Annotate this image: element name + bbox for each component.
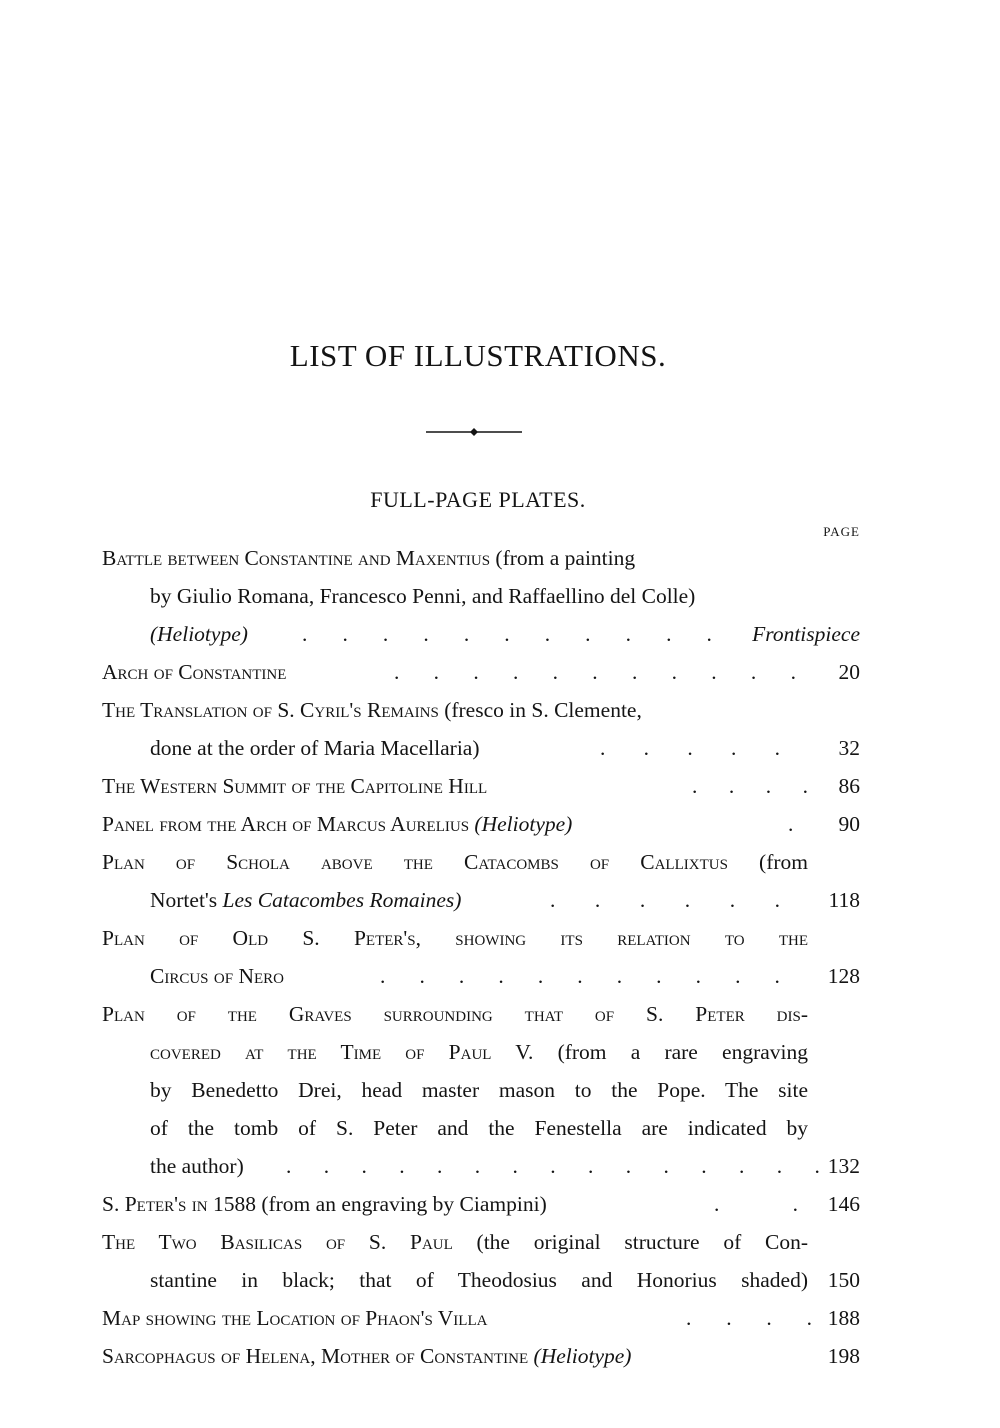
list-item [102,923,860,961]
list-item-continuation [150,733,860,771]
plate-note: (from [759,850,808,874]
divider-ornament-icon [424,424,524,440]
plate-note: (Heliotype) [474,812,573,836]
list-item [102,695,860,733]
list-item-continuation [150,1037,860,1075]
plate-caption: The Two Basilicas of S. Paul [102,1230,453,1254]
list-item [102,771,860,809]
page-number: 188 [827,1306,860,1330]
page-number: 146 [827,1192,860,1216]
plate-note: Les Catacombes Romaines) [222,888,462,912]
plate-caption: Remains [366,698,439,722]
plate-note: the author) [150,1154,244,1178]
list-item-continuation [150,1113,860,1151]
list-item-continuation [150,1075,860,1113]
page-column-header: PAGE [823,524,860,539]
list-item [102,809,860,847]
list-item-continuation [150,1151,860,1189]
list-item-continuation [150,619,860,657]
plate-caption: The Western Summit of the Capitoline Hill [102,774,488,798]
page-number: 86 [838,774,860,798]
plate-note: (the original structure of Con- [476,1230,808,1254]
list-item [102,847,860,885]
plate-note: by Benedetto Drei, head master mason to the Pope. The site [150,1078,808,1102]
plate-note: (from a rare engraving [557,1040,809,1064]
entry-line [102,543,635,573]
page-number: 132 [827,1154,860,1178]
page-number: 128 [827,964,860,988]
entry-line [150,885,461,915]
section-title: FULL-PAGE PLATES. [370,487,586,512]
plate-caption: Plan of the Graves surrounding that of S. Peter dis- [102,1002,808,1026]
plate-caption: Arch of Constantine [102,660,287,684]
page-number: Frontispiece [752,622,860,646]
entry-line [102,809,572,839]
list-item [102,1303,860,1341]
entry-line [102,847,808,877]
page-number: 150 [827,1268,860,1292]
plate-note: (from a painting [495,546,636,570]
plate-caption: The Translation of [102,698,272,722]
leader-dots: . . . . . . . . . . . [394,660,796,684]
leader-dots: . [788,812,794,836]
leader-dots: . . . . [692,774,808,798]
plate-caption: Sarcophagus of Helena, Mother of Constantine [102,1344,529,1368]
plate-caption: Battle between Constantine and Maxentius [102,546,491,570]
plate-note: (from an engraving by Ciampini) [261,1192,547,1216]
list-item [102,1227,860,1265]
page-number: 118 [828,888,860,912]
list-item [102,543,860,581]
plate-note: done at the order of Maria Macellaria) [150,736,480,760]
page-title: LIST OF ILLUSTRATIONS. [289,338,667,373]
plate-caption: Plan of Schola above the Catacombs of Callixtus [102,850,728,874]
leader-dots: . . . . . . . . . . . [302,622,712,646]
list-item [102,1189,860,1227]
entry-line [102,1189,547,1219]
plate-caption: Circus of Nero [150,964,284,988]
entry-line [150,1037,808,1067]
leader-dots: . . . . . . [550,888,780,912]
leader-dots: . . . . . [600,736,780,760]
plate-note: of the tomb of S. Peter and the Fenestella are indicated by [150,1116,808,1140]
plate-note: Nortet's [150,888,218,912]
plate-note: (Heliotype) [150,622,248,646]
list-item [102,657,860,695]
plate-note: (Heliotype) [533,1344,632,1368]
list-item-continuation [150,581,860,619]
list-item [102,999,860,1037]
plate-caption: S. Peter's in 1588 [102,1192,256,1216]
page-number: 198 [827,1344,860,1368]
list-item [102,1341,860,1379]
page-number: 90 [838,812,860,836]
list-item-continuation [150,961,860,999]
plate-note: stantine in black; that of Theodosius and Honorius shaded) [150,1268,808,1292]
plate-note: (fresco in S. Clemente, [444,698,642,722]
plate-caption: Plan of Old S. Peter's, showing its relation to the [102,926,808,950]
leader-dots: . . [714,1192,798,1216]
list-item-continuation [150,885,860,923]
plate-caption: Panel from the Arch of Marcus Aurelius [102,812,470,836]
entry-line [102,1227,808,1257]
plate-note: by Giulio Romana, Francesco Penni, and Raffaellino del Colle) [150,584,696,608]
entry-line [102,695,642,725]
leader-dots: . . . . . . . . . . . [380,964,780,988]
plate-caption: covered at the Time of Paul V. [150,1040,534,1064]
list-item-continuation [150,1265,860,1303]
page-number: 20 [838,660,860,684]
plate-caption: Map showing the Location of Phaon's Villa [102,1306,488,1330]
entry-line [102,1341,631,1371]
page-number: 32 [838,736,860,760]
leader-dots: . . . . . . . . . . . . . . . [286,1154,820,1178]
leader-dots: . . . . [686,1306,812,1330]
plate-caption: S. Cyril's [277,698,362,722]
